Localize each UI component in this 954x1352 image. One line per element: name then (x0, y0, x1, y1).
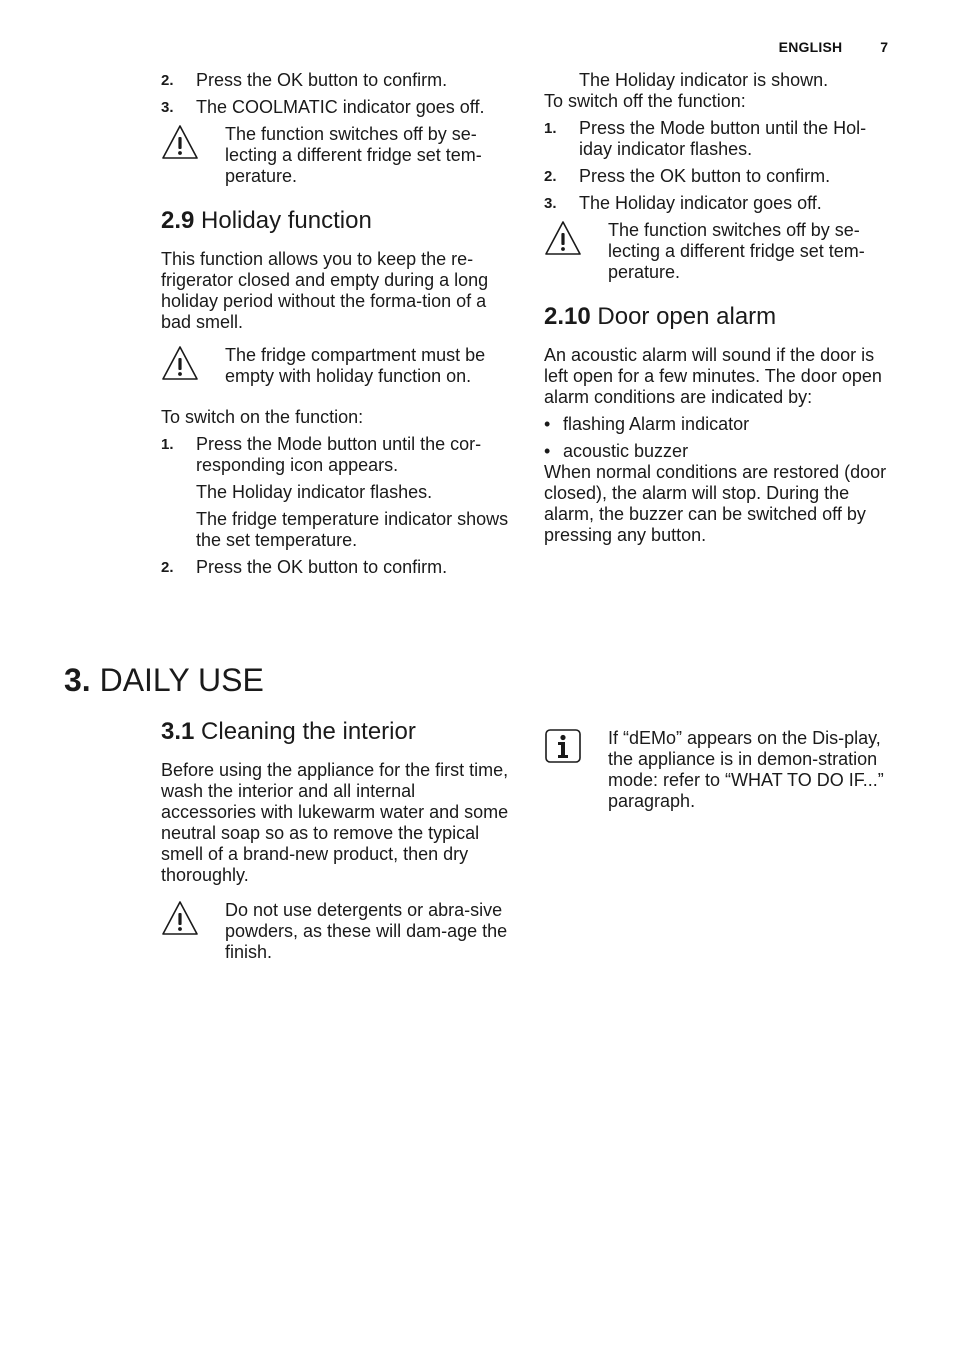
warning-note: The function switches off by se-lecting a different fridge set tem-perature. (161, 124, 511, 187)
page-header (779, 39, 888, 55)
bullet-item: • acoustic buzzer (544, 441, 894, 462)
info-note: If “dEMo” appears on the Dis-play, the appliance is in demon-stration mode: refer to “WHAT TO DO IF...” paragraph. (544, 728, 894, 812)
left-column-top (161, 70, 511, 584)
list-item: 3. The Holiday indicator goes off. (544, 193, 822, 213)
right-column-bottom (544, 718, 894, 830)
page-number: 7 (880, 39, 888, 55)
warning-icon (161, 900, 199, 936)
warning-icon (161, 124, 199, 160)
list-item: 3. The COOLMATIC indicator goes off. (161, 97, 485, 117)
switch-on-label: To switch on the function: (161, 407, 364, 427)
section-intro: An acoustic alarm will sound if the door is left open for a few minutes. The door open alarm conditions are indicated by: (544, 345, 882, 407)
list-item: 1. Press the Mode button until the Hol-iday indicator flashes. (544, 118, 867, 159)
switch-off-label: To switch off the function: (544, 91, 746, 111)
section-body: Before using the appliance for the first time, wash the interior and all internal accessories with lukewarm water and some neutral soap so as to remove the typical smell of a brand-new product, then dry thoroughly. (161, 760, 509, 885)
step-result: The Holiday indicator is shown. (579, 70, 829, 90)
step-result: The fridge temperature indicator shows the set temperature. (196, 509, 509, 550)
warning-icon (161, 345, 199, 381)
section-body: When normal conditions are restored (door closed), the alarm will stop. During the alarm, the buzzer can be switched off by pressing any button. (544, 462, 887, 545)
step-result: The Holiday indicator flashes. (196, 482, 433, 502)
section-heading-2-9: 2.9 Holiday function (161, 207, 372, 234)
section-heading-2-10: 2.10 Door open alarm (544, 303, 777, 330)
list-item: 1. Press the Mode button until the cor-responding icon appears. (161, 434, 482, 475)
left-column-bottom (161, 718, 511, 981)
section-intro: This function allows you to keep the re-frigerator closed and empty during a long holiday period without the forma-tion of a bad smell. (161, 249, 489, 332)
warning-note: Do not use detergents or abra-sive powders, as these will dam-age the finish. (161, 900, 511, 963)
list-item: 2. Press the OK button to confirm. (161, 557, 448, 577)
info-icon (544, 728, 582, 764)
warning-icon (544, 220, 582, 256)
bullet-item: • flashing Alarm indicator (544, 414, 894, 435)
section-heading-3-1: 3.1 Cleaning the interior (161, 718, 416, 745)
warning-note: The function switches off by se-lecting a different fridge set tem-perature. (544, 220, 894, 283)
list-item: 2. Press the OK button to confirm. (161, 70, 448, 90)
list-item: 2. Press the OK button to confirm. (544, 166, 831, 186)
chapter-heading: 3. DAILY USE (64, 662, 264, 698)
language-label: ENGLISH (778, 39, 843, 55)
right-column-top (544, 70, 894, 552)
warning-note: The fridge compartment must be empty with holiday function on. (161, 345, 511, 389)
